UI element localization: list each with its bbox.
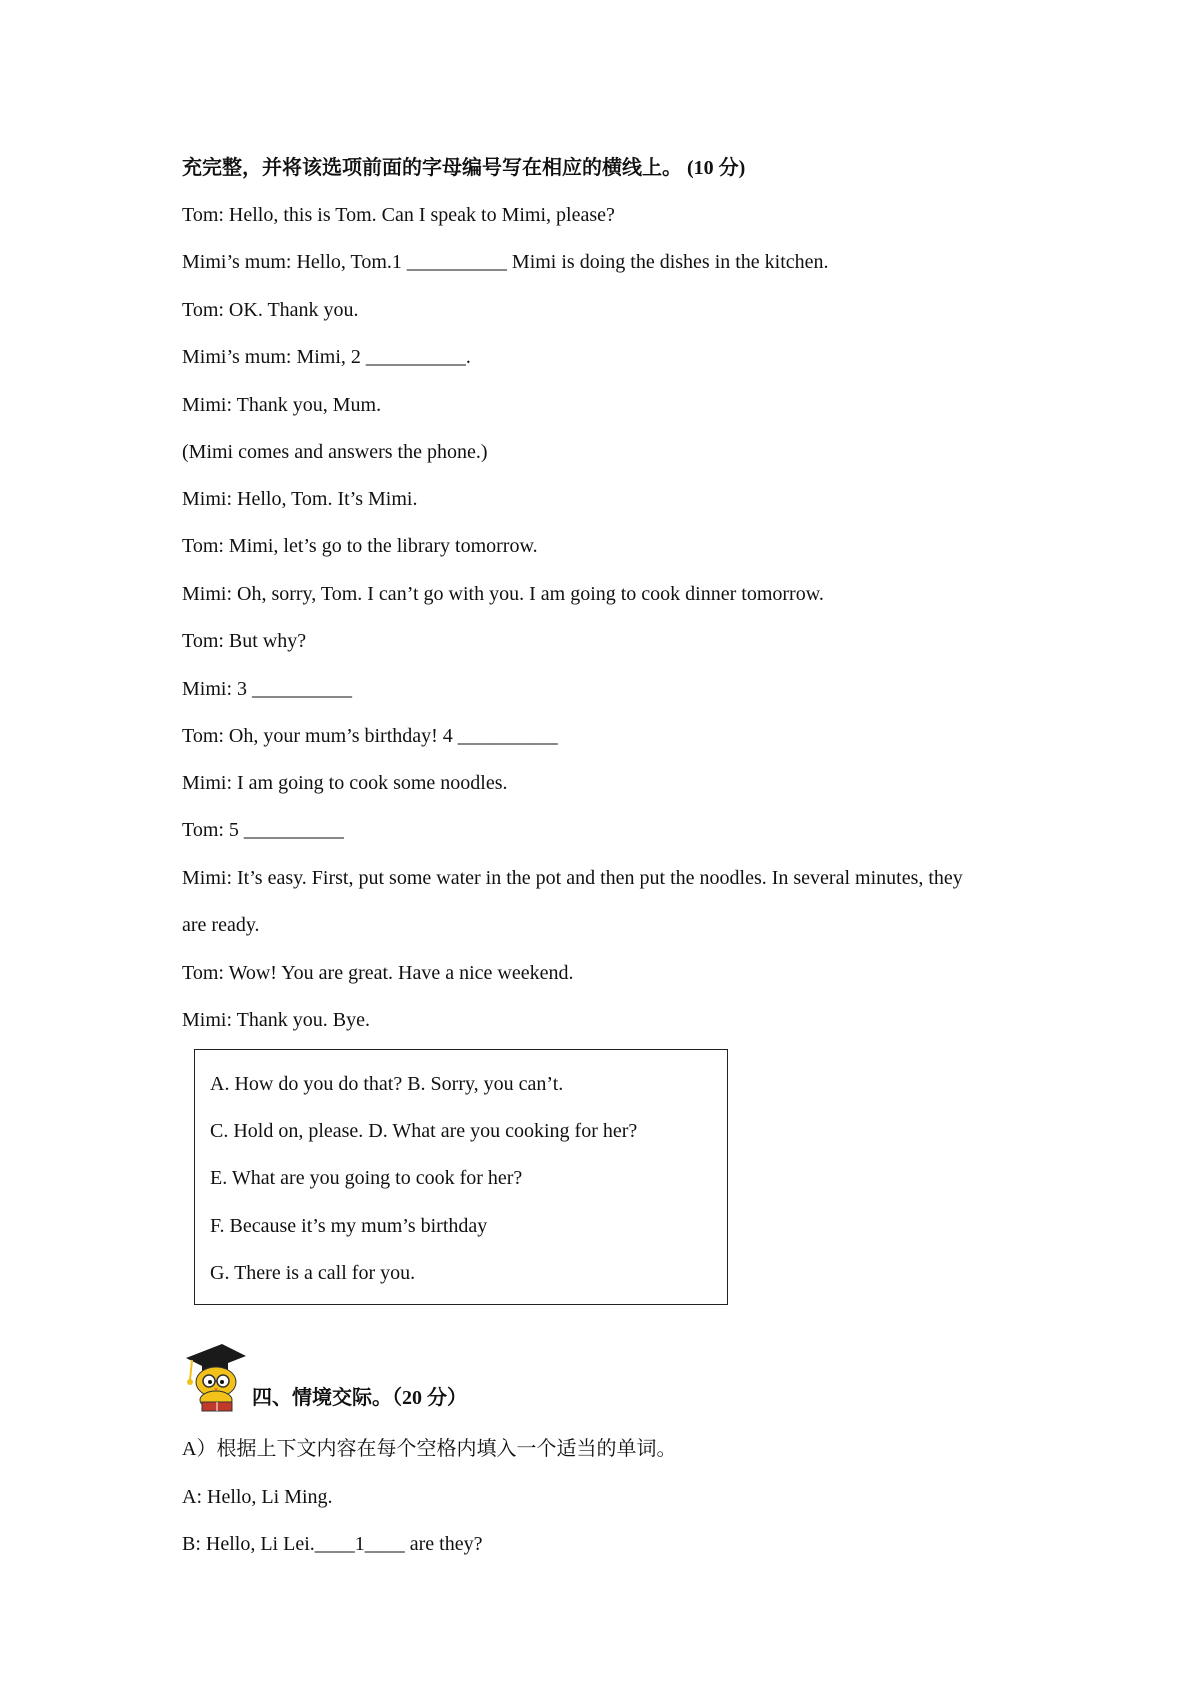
graduate-owl-icon [182, 1340, 248, 1414]
dialogue-line: Tom: Oh, your mum’s birthday! 4 __________ [182, 725, 558, 747]
dialogue-line: Tom: OK. Thank you. [182, 299, 359, 321]
dialogue-line: Mimi: I am going to cook some noodles. [182, 772, 508, 794]
part-a-instruction: A）根据上下文内容在每个空格内填入一个适当的单词。 [182, 1438, 677, 1460]
dialogue-line: Mimi: 3 __________ [182, 678, 353, 700]
dialogue-line: Mimi: Thank you, Mum. [182, 394, 382, 416]
section-4-header [182, 1340, 882, 1416]
dialogue-line: Mimi’s mum: Mimi, 2 __________. [182, 346, 471, 368]
dialogue-line: A: Hello, Li Ming. [182, 1486, 333, 1508]
section-4-title: 四、情境交际。（20 分） [252, 1387, 467, 1409]
dialogue-line: Mimi’s mum: Hello, Tom.1 __________ Mimi is doing the dishes in the kitchen. [182, 251, 829, 273]
option-line: F. Because it’s my mum’s birthday [210, 1215, 488, 1237]
dialogue-line: Tom: Hello, this is Tom. Can I speak to Mimi, please? [182, 204, 615, 226]
instruction-text: 充完整，并将该选项前面的字母编号写在相应的横线上。 (10 分) [182, 157, 746, 179]
dialogue-line: Tom: Wow! You are great. Have a nice weekend. [182, 962, 574, 984]
dialogue-line: Mimi: Hello, Tom. It’s Mimi. [182, 488, 418, 510]
dialogue-line: Tom: Mimi, let’s go to the library tomorrow. [182, 535, 538, 557]
dialogue-line: Tom: But why? [182, 630, 307, 652]
dialogue-line: Mimi: It’s easy. First, put some water in the pot and then put the noodles. In several minutes, they [182, 867, 963, 889]
dialogue-line: Mimi: Oh, sorry, Tom. I can’t go with you. I am going to cook dinner tomorrow. [182, 583, 824, 605]
dialogue-line: B: Hello, Li Lei.____1____ are they? [182, 1533, 483, 1555]
option-line: C. Hold on, please. D. What are you cooking for her? [210, 1120, 638, 1142]
dialogue-line: are ready. [182, 914, 260, 936]
options-box [194, 1049, 728, 1305]
option-line: G. There is a call for you. [210, 1262, 416, 1284]
dialogue-line: Tom: 5 __________ [182, 819, 344, 841]
option-line: A. How do you do that? B. Sorry, you can’t. [210, 1073, 564, 1095]
dialogue-line: Mimi: Thank you. Bye. [182, 1009, 370, 1031]
option-line: E. What are you going to cook for her? [210, 1167, 523, 1189]
dialogue-line: (Mimi comes and answers the phone.) [182, 441, 488, 463]
